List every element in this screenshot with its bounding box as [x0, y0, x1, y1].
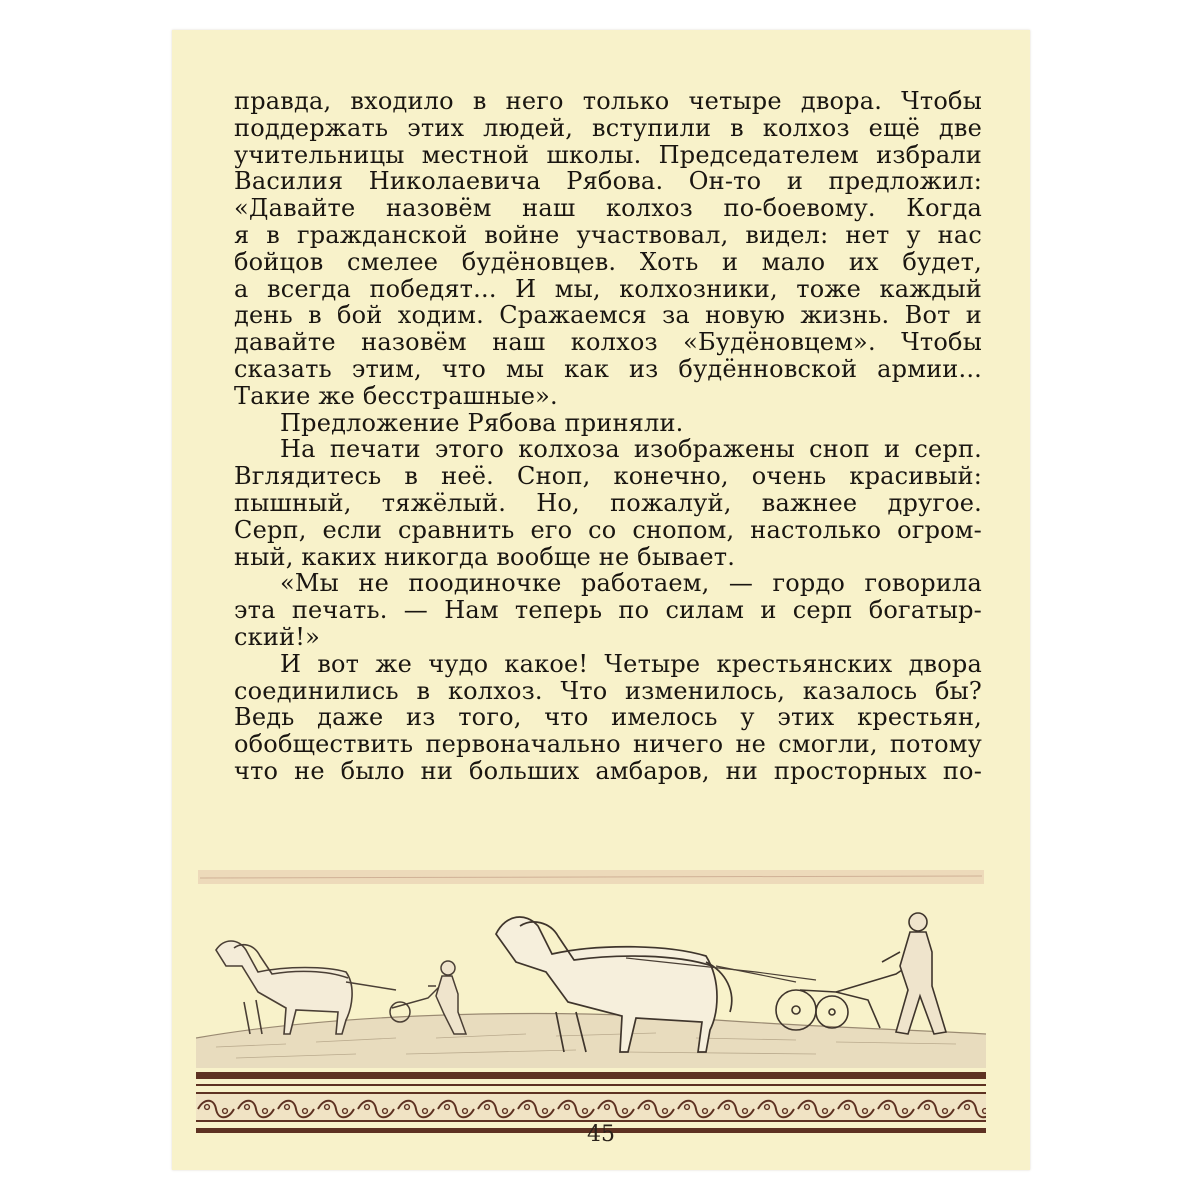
large-plough — [776, 966, 908, 1030]
page-number: 45 — [587, 1122, 615, 1147]
text-line: «Мы не поодиночке работаем, — гордо говорила — [280, 569, 982, 598]
text-line: Предложение Рябова приняли. — [280, 408, 684, 437]
text-line: я в гражданской войне участвовал, видел: нет у нас — [234, 220, 982, 249]
book-page — [172, 30, 1030, 1170]
left-horses — [216, 941, 352, 1034]
body-text — [234, 88, 982, 785]
text-line: учительницы местной школы. Председателем избрали — [234, 140, 982, 169]
text-line: ный, каких никогда вообще не бывает. — [234, 542, 736, 571]
text-line: Ведь даже из того, что имелось у этих крестьян, — [234, 703, 982, 732]
text-line: ский!» — [234, 622, 320, 651]
text-line: Такие же бесстрашные». — [234, 381, 558, 410]
text-line: И вот же чудо какое! Четыре крестьянских двора — [280, 649, 982, 678]
text-line: бойцов смелее будёновцев. Хоть и мало их будет, — [234, 247, 982, 276]
text-line: Вглядитесь в неё. Сноп, конечно, очень красивый: — [234, 462, 982, 491]
text-line: обобществить первоначально ничего не смогли, потому — [234, 730, 982, 759]
plowman — [882, 913, 946, 1034]
text-line: поддержать этих людей, вступили в колхоз ещё две — [234, 113, 982, 142]
text-line: «Давайте назовём наш колхоз по-боевому. Когда — [234, 194, 982, 223]
text-line: соединились в колхоз. Что изменилось, казалось бы? — [234, 676, 982, 705]
text-line: пышный, тяжёлый. Но, пожалуй, важнее другое. — [234, 488, 982, 517]
text-line: Василия Николаевича Рябова. Он-то и предложил: — [234, 167, 982, 196]
ploughing-illustration — [196, 862, 986, 1152]
text-line: На печати этого колхоза изображены сноп и серп. — [280, 435, 982, 464]
text-line: что не было ни больших амбаров, ни просторных по- — [234, 756, 982, 785]
text-line: а всегда победят... И мы, колхозники, тоже каждый — [234, 274, 982, 303]
text-line: правда, входило в него только четыре двора. Чтобы — [234, 87, 982, 115]
text-line: эта печать. — Нам теперь по силам и серп богатыр- — [234, 596, 982, 625]
ground — [196, 1014, 986, 1068]
text-line: день в бой ходим. Сражаемся за новую жизнь. Вот и — [234, 301, 982, 330]
text-line: давайте назовём наш колхоз «Будёновцем». Чтобы — [234, 328, 982, 357]
text-line: сказать этим, что мы как из будённовской армии... — [234, 354, 982, 383]
text-line: Серп, если сравнить его со снопом, настолько огром- — [234, 515, 982, 544]
